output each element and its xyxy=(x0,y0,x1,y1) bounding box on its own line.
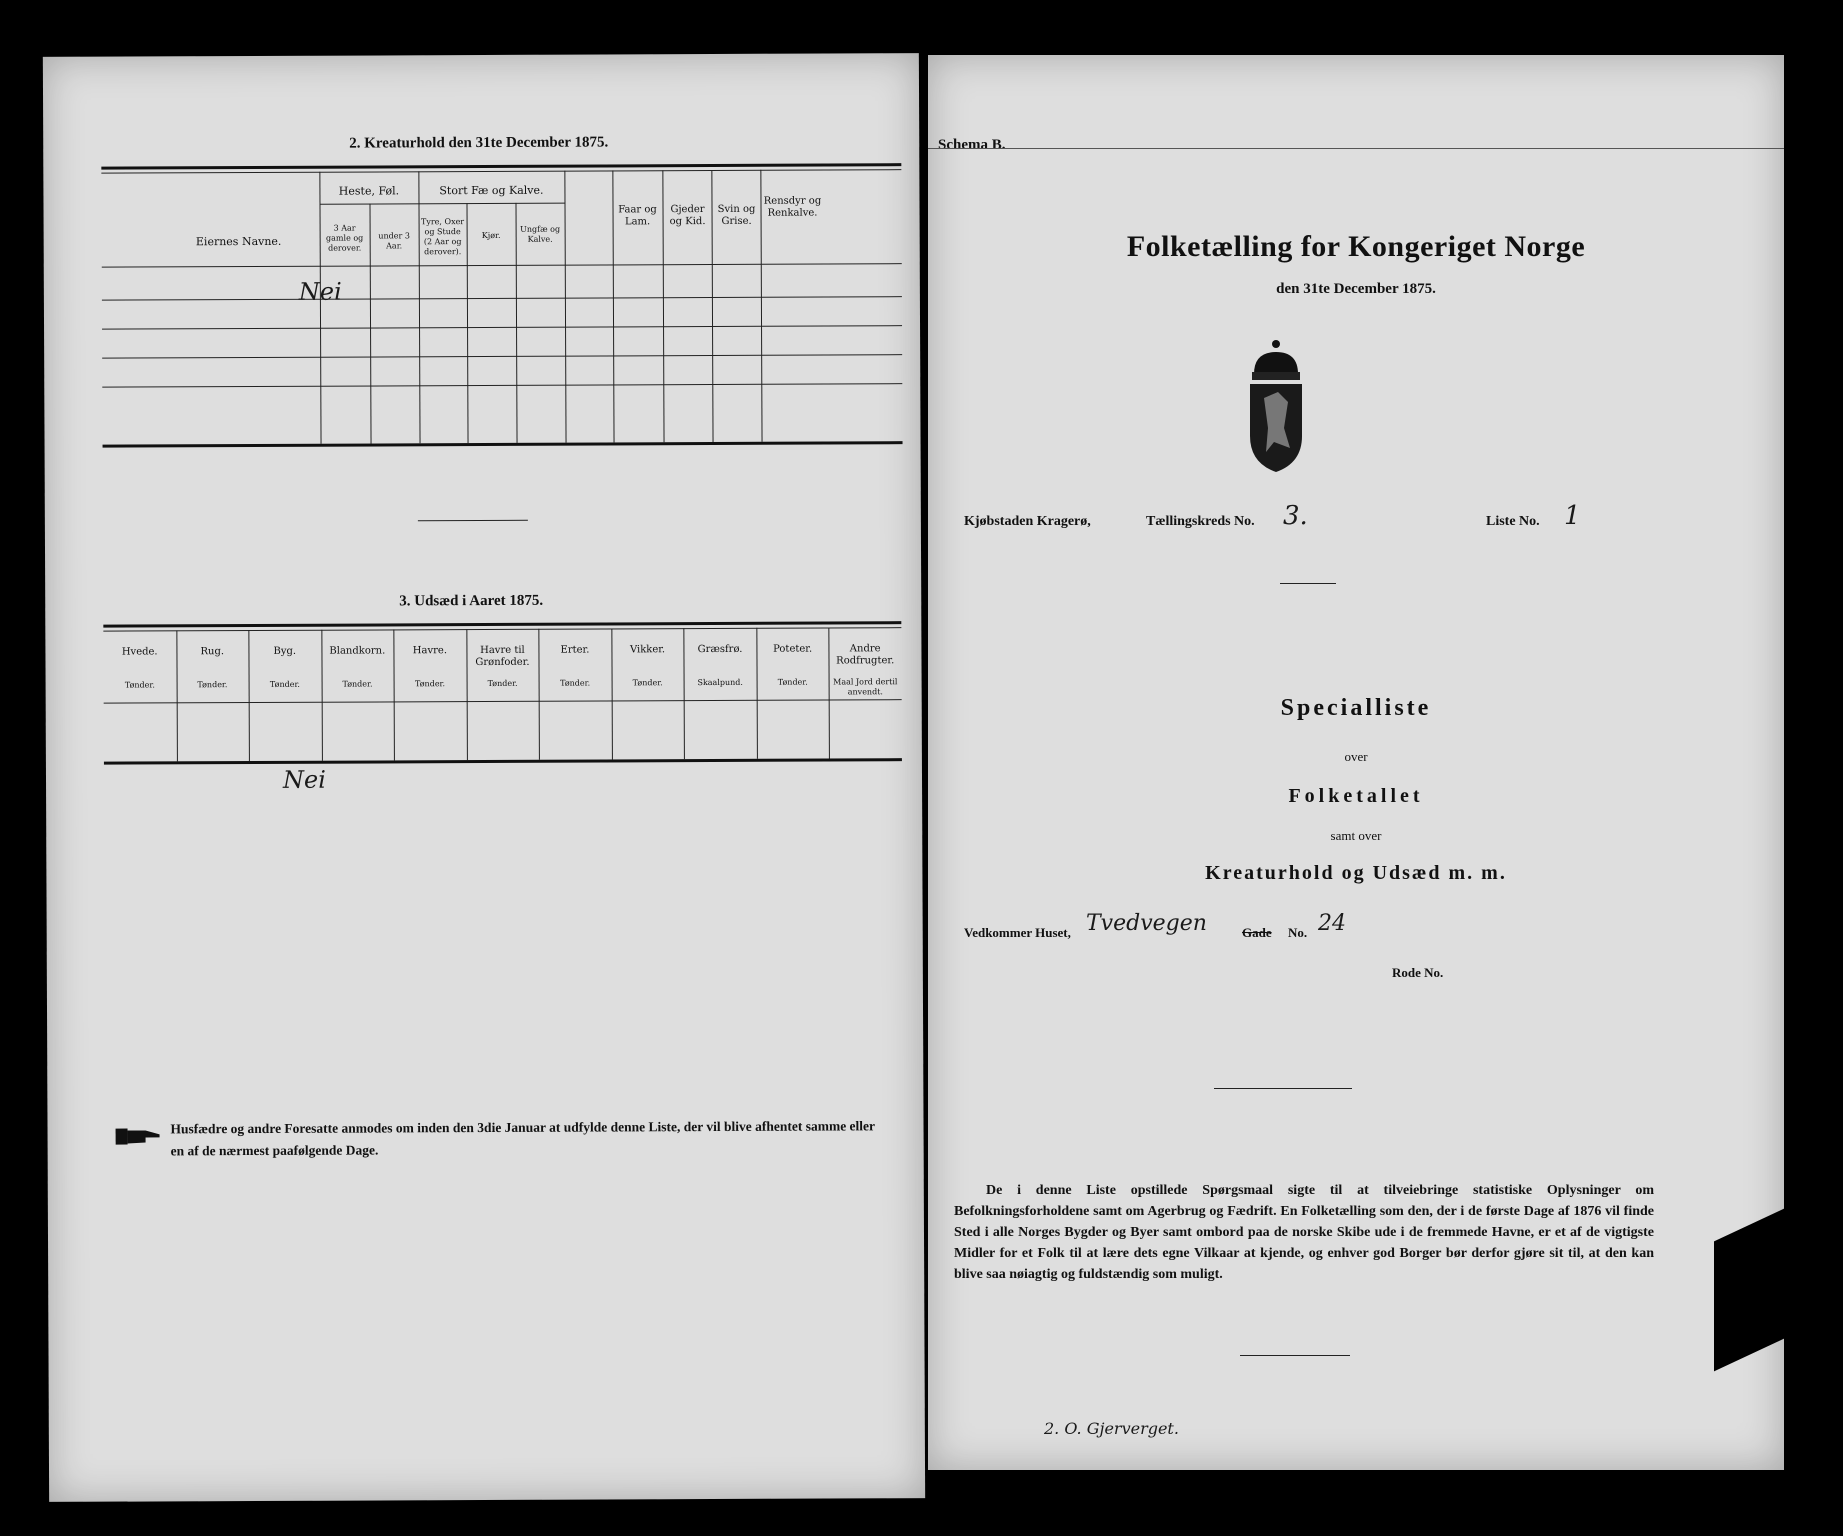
sheep-header: Faar og Lam. xyxy=(618,204,657,228)
section2-title: 2. Kreaturhold den 31te December 1875. xyxy=(349,134,609,152)
pigs-header: Svin og Grise. xyxy=(717,203,756,227)
table3-col-header: Vikker. xyxy=(629,644,666,656)
table3-col-unit: Tønder. xyxy=(777,677,808,687)
horses-group-header: Heste, Føl. xyxy=(338,184,400,198)
over-text: over xyxy=(1344,749,1368,764)
mid-rule xyxy=(1214,1088,1352,1089)
main-title: Folketælling for Kongeriget Norge xyxy=(1126,230,1586,263)
specialliste-title: Specialliste xyxy=(1280,695,1432,721)
table2-row-rule xyxy=(102,296,902,300)
table3-col-header: Blandkorn. xyxy=(329,645,386,657)
house-no-label: No. xyxy=(1288,925,1308,940)
gade-label: Gade xyxy=(1242,925,1272,940)
town-label: Kjøbstaden Kragerø, xyxy=(964,514,1091,529)
cattle-bulls-header: Tyre, Oxer og Stude (2 Aar og derover). xyxy=(420,217,465,257)
table3-col-header: Græsfrø. xyxy=(697,643,743,656)
table3-top-rule xyxy=(103,621,901,627)
table2-col-rule xyxy=(418,171,420,443)
table3-col-header: Erter. xyxy=(560,644,590,656)
separator-rule xyxy=(418,520,528,521)
cattle-cows-header: Kjør. xyxy=(481,230,501,241)
table3-col-header: Poteter. xyxy=(773,643,813,655)
table3-top-rule-thin xyxy=(103,627,901,631)
table2-col-rule xyxy=(612,170,614,442)
signature: 2. O. Gjerverget. xyxy=(1044,1419,1179,1438)
norway-coat-of-arms-icon xyxy=(1244,338,1308,477)
page-tab-marker xyxy=(1714,1209,1784,1372)
schema-label: Schema B. xyxy=(938,137,1006,153)
table3-col-unit: Tønder. xyxy=(487,678,518,688)
table3-col-header: Havre til Grønfoder. xyxy=(475,644,530,669)
title-date: den 31te December 1875. xyxy=(1276,281,1436,297)
cattle-young-header: Ungfæ og Kalve. xyxy=(520,224,561,244)
horses-old-header: 3 Aar gamle og derover. xyxy=(326,223,364,253)
table3-col-unit: Tønder. xyxy=(560,678,591,688)
goats-header: Gjeder og Kid. xyxy=(669,204,706,228)
folketallet-text: Folketallet xyxy=(1288,785,1424,807)
table3-col-header: Byg. xyxy=(273,645,297,657)
table2-row-rule xyxy=(102,325,902,329)
section3-entry: Nei xyxy=(282,765,326,794)
district-value: 3. xyxy=(1283,501,1308,531)
table3-col-unit: Tønder. xyxy=(632,678,663,688)
table3-col-unit: Maal Jord dertil anvendt. xyxy=(833,677,898,697)
table2-header-rule xyxy=(102,263,902,267)
table3-col-header: Rug. xyxy=(200,646,225,658)
table2-row-rule xyxy=(102,354,902,358)
house-no-value: 24 xyxy=(1318,911,1346,936)
rode-label: Rode No. xyxy=(1392,965,1444,980)
table3-col-unit: Tønder. xyxy=(197,680,228,690)
table3-header-rule xyxy=(104,699,902,703)
house-value: Tvedvegen xyxy=(1086,911,1207,936)
table3-col-unit: Tønder. xyxy=(269,679,300,689)
district-label: Tællingskreds No. xyxy=(1146,514,1255,529)
table2-row-rule xyxy=(102,383,902,387)
left-page xyxy=(43,53,925,1502)
table3-bottom-rule xyxy=(104,758,902,764)
table2-col-rule xyxy=(319,172,321,444)
table3-col-header: Hvede. xyxy=(121,646,158,658)
pointing-hand-icon xyxy=(116,1124,162,1152)
table2-col-rule xyxy=(564,171,566,443)
house-label: Vedkommer Huset, xyxy=(964,925,1071,940)
list-label: Liste No. xyxy=(1486,514,1540,529)
table3-col-unit: Tønder. xyxy=(124,680,155,690)
table3-col-header: Havre. xyxy=(412,645,448,657)
section3-title: 3. Udsæd i Aaret 1875. xyxy=(399,592,544,610)
list-value: 1 xyxy=(1564,501,1581,531)
samt-over-text: samt over xyxy=(1330,828,1382,843)
table2-group-rule xyxy=(319,203,564,205)
table3-col-unit: Tønder. xyxy=(414,679,446,689)
owner-col-header: Eiernes Navne. xyxy=(195,234,282,249)
table3-col-unit: Tønder. xyxy=(342,679,373,689)
table3-col-header: Andre Rodfrugter. xyxy=(836,643,895,667)
schema-rule xyxy=(928,148,1784,149)
table2-top-rule-thin xyxy=(101,169,901,173)
bottom-rule xyxy=(1240,1355,1350,1356)
table2-bottom-rule xyxy=(103,441,903,447)
right-page xyxy=(928,55,1784,1470)
horses-young-header: under 3 Aar. xyxy=(378,231,410,251)
short-rule xyxy=(1280,583,1336,584)
cattle-group-header: Stort Fæ og Kalve. xyxy=(439,183,544,198)
table2-top-rule xyxy=(101,163,901,169)
intro-paragraph: De i denne Liste opstillede Spørgsmaal sigte til at tilveiebringe statistiske Oplysninger om Befolkningsforholdene samt om Agerbrug og Fædrift. En Folketælling som den, der i de første Dage af 1876 vil finde Sted i alle Norges Bygder og Byer samt ombord paa de norske Skibe ude i de fremmede Havne, er et af de vigtigste Midler for et Folk til at lære dets egne Vilkaar at kjende, og enhver god Borger bør derfor gjøre sit til, at den kan blive saa nøiagtig og fuldstændig som muligt. xyxy=(954,1183,1654,1282)
table3-col-unit: Skaalpund. xyxy=(697,677,743,688)
kreaturhold-text: Kreaturhold og Udsæd m. m. xyxy=(1205,862,1507,884)
section2-entry: Nei xyxy=(298,277,342,306)
notice-text: Husfædre og andre Foresatte anmodes om inden den 3die Januar at udfylde denne Liste, der vil blive afhentet samme eller en af de nærmest paafølgende Dage. xyxy=(170,1118,875,1159)
reindeer-header: Rensdyr og Renkalve. xyxy=(763,195,822,219)
